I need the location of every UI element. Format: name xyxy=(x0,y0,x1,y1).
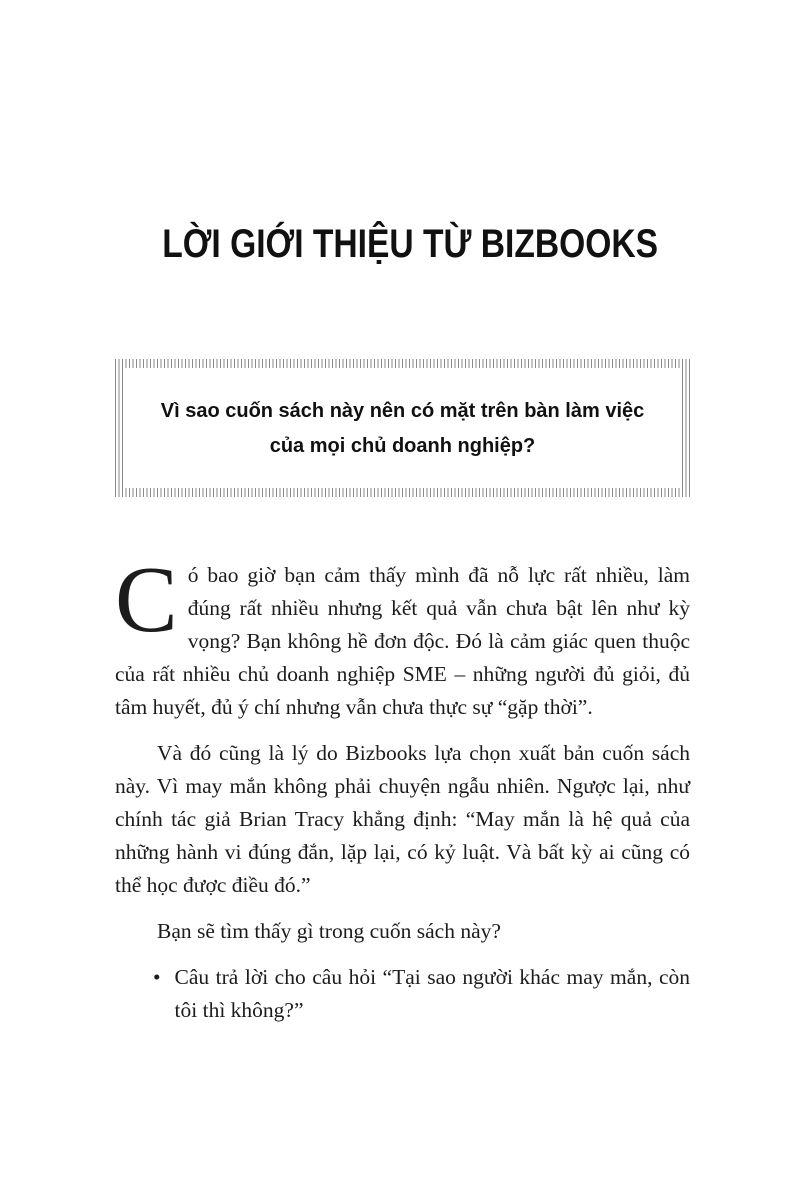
paragraph-2: Và đó cũng là lý do Bizbooks lựa chọn xuất bản cuốn sách này. Vì may mắn không phải chuyện ngẫu nhiên. Ngược lại, như chính tác giả Brian Tracy khẳng định: “May mắn là hệ quả của những hành vi đúng đắn, lặp lại, có kỷ luật. Và bất kỳ ai cũng có thể học được điều đó.” xyxy=(115,741,690,897)
callout-box-inner xyxy=(124,368,681,488)
bullet-list xyxy=(115,961,690,1027)
drop-cap: C xyxy=(115,548,178,652)
body-text-block xyxy=(115,548,690,1027)
bullet-item-text: Câu trả lời cho câu hỏi “Tại sao người khác may mắn, còn tôi thì không?” xyxy=(174,965,690,1022)
callout-box xyxy=(115,359,690,497)
bullet-icon: • xyxy=(153,965,161,989)
callout-line-1: Vì sao cuốn sách này nên có mặt trên bàn làm việc xyxy=(160,400,645,422)
bullet-item xyxy=(153,961,690,1027)
page-title-text: LỜI GIỚI THIỆU TỪ BIZBOOKS xyxy=(162,222,659,266)
paragraph-question: Bạn sẽ tìm thấy gì trong cuốn sách này? xyxy=(157,919,501,943)
callout-text xyxy=(142,394,663,464)
paragraph-1 xyxy=(115,548,690,724)
paragraph-1-text: ó bao giờ bạn cảm thấy mình đã nỗ lực rất nhiều, làm đúng rất nhiều nhưng kết quả vẫn chưa bật lên như kỳ vọng? Bạn không hề đơn độc. Đó là cảm giác quen thuộc của rất nhiều chủ doanh nghiệp SME – những người đủ giỏi, đủ tâm huyết, đủ ý chí nhưng vẫn chưa thực sự “gặp thời”. xyxy=(115,563,690,719)
callout-line-2: của mọi chủ doanh nghiệp? xyxy=(269,435,536,457)
page-title xyxy=(115,0,690,267)
